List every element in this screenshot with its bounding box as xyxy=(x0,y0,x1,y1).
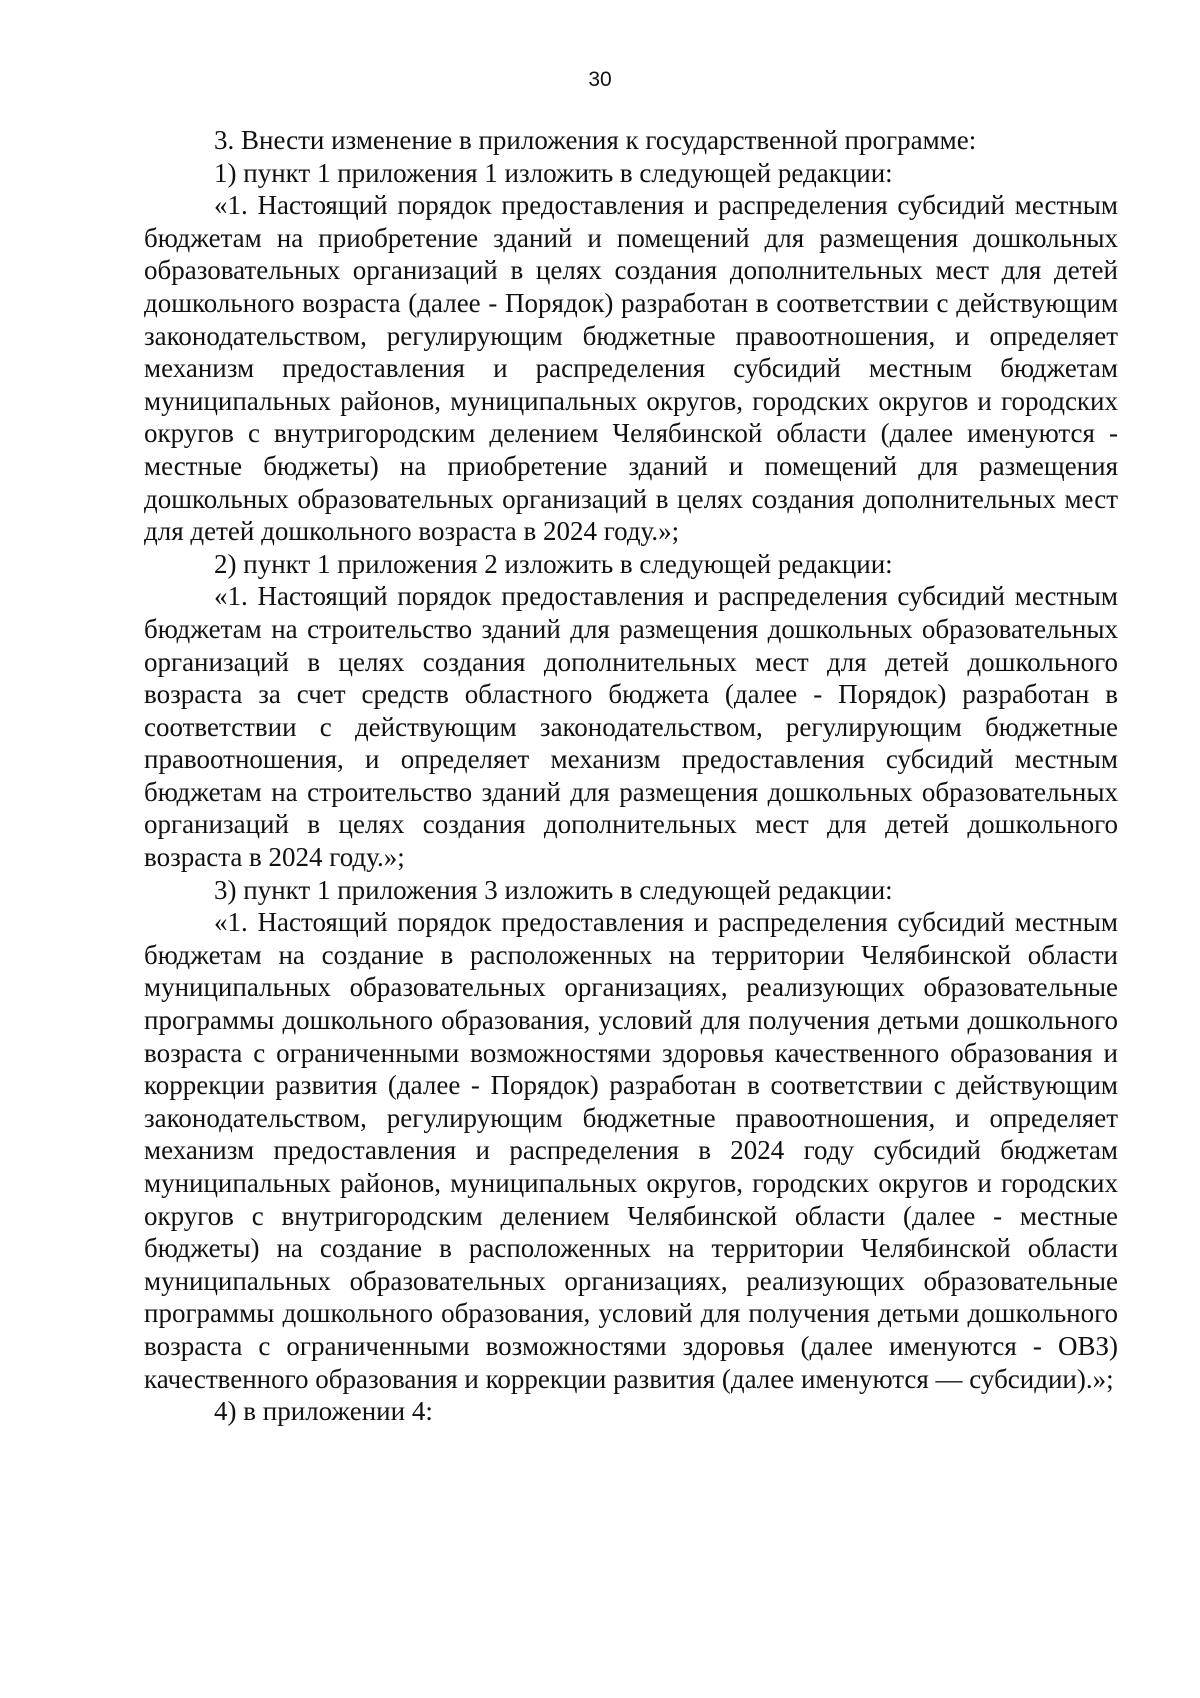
paragraph-subitem-3-text: «1. Настоящий порядок предоставления и распределения субсидий местным бюджетам на создание в расположенных на территории Челябинской области муниципальных образовательных организациях, реализующих образовательные программы дошкольного образования, условий для получения детьми дошкольного возраста с ограниченными возможностями здоровья качественного образования и коррекции развития (далее - Порядок) разработан в соответствии с действующим законодательством, регулирующим бюджетные правоотношения, и определяет механизм предоставления и распределения в 2024 году субсидий бюджетам муниципальных районов, муниципальных округов, городских округов и городских округов с внутригородским делением Челябинской области (далее - местные бюджеты) на создание в расположенных на территории Челябинской области муниципальных образовательных организациях, реализующих образовательные программы дошкольного образования, условий для получения детьми дошкольного возраста с ограниченными возможностями здоровья (далее именуются - ОВЗ) качественного образования и коррекции развития (далее именуются — субсидии).»; xyxy=(144,907,1118,1394)
paragraph-subitem-2-text: «1. Настоящий порядок предоставления и распределения субсидий местным бюджетам на строительство зданий для размещения дошкольных образовательных организаций в целях создания дополнительных мест для детей дошкольного возраста за счет средств областного бюджета (далее - Порядок) разработан в соответствии с действующим законодательством, регулирующим бюджетные правоотношения, и определяет механизм предоставления субсидий местным бюджетам на строительство зданий для размещения дошкольных образовательных организаций в целях создания дополнительных мест для детей дошкольного возраста в 2024 году.»; xyxy=(144,581,1118,873)
paragraph-subitem-1-heading: 1) пункт 1 приложения 1 изложить в следующей редакции: xyxy=(214,157,893,188)
paragraph-subitem-2-heading: 2) пункт 1 приложения 2 изложить в следующей редакции: xyxy=(214,548,893,579)
paragraph-subitem-4-heading: 4) в приложении 4: xyxy=(214,1396,433,1427)
page-number: 30 xyxy=(588,68,612,91)
paragraph-item-3-intro: 3. Внести изменение в приложения к государственной программе: xyxy=(214,125,977,155)
document-body xyxy=(144,124,1118,1428)
paragraph-subitem-3-heading: 3) пункт 1 приложения 3 изложить в следующей редакции: xyxy=(214,874,893,905)
paragraph-subitem-1-text: «1. Настоящий порядок предоставления и распределения субсидий местным бюджетам на приобретение зданий и помещений для размещения дошкольных образовательных организаций в целях создания дополнительных мест для детей дошкольного возраста (далее - Порядок) разработан в соответствии с действующим законодательством, регулирующим бюджетные правоотношения, и определяет механизм предоставления и распределения субсидий местным бюджетам муниципальных районов, муниципальных округов, городских округов и городских округов с внутригородским делением Челябинской области (далее именуются - местные бюджеты) на приобретение зданий и помещений для размещения дошкольных образовательных организаций в целях создания дополнительных мест для детей дошкольного возраста в 2024 году.»; xyxy=(144,190,1118,547)
